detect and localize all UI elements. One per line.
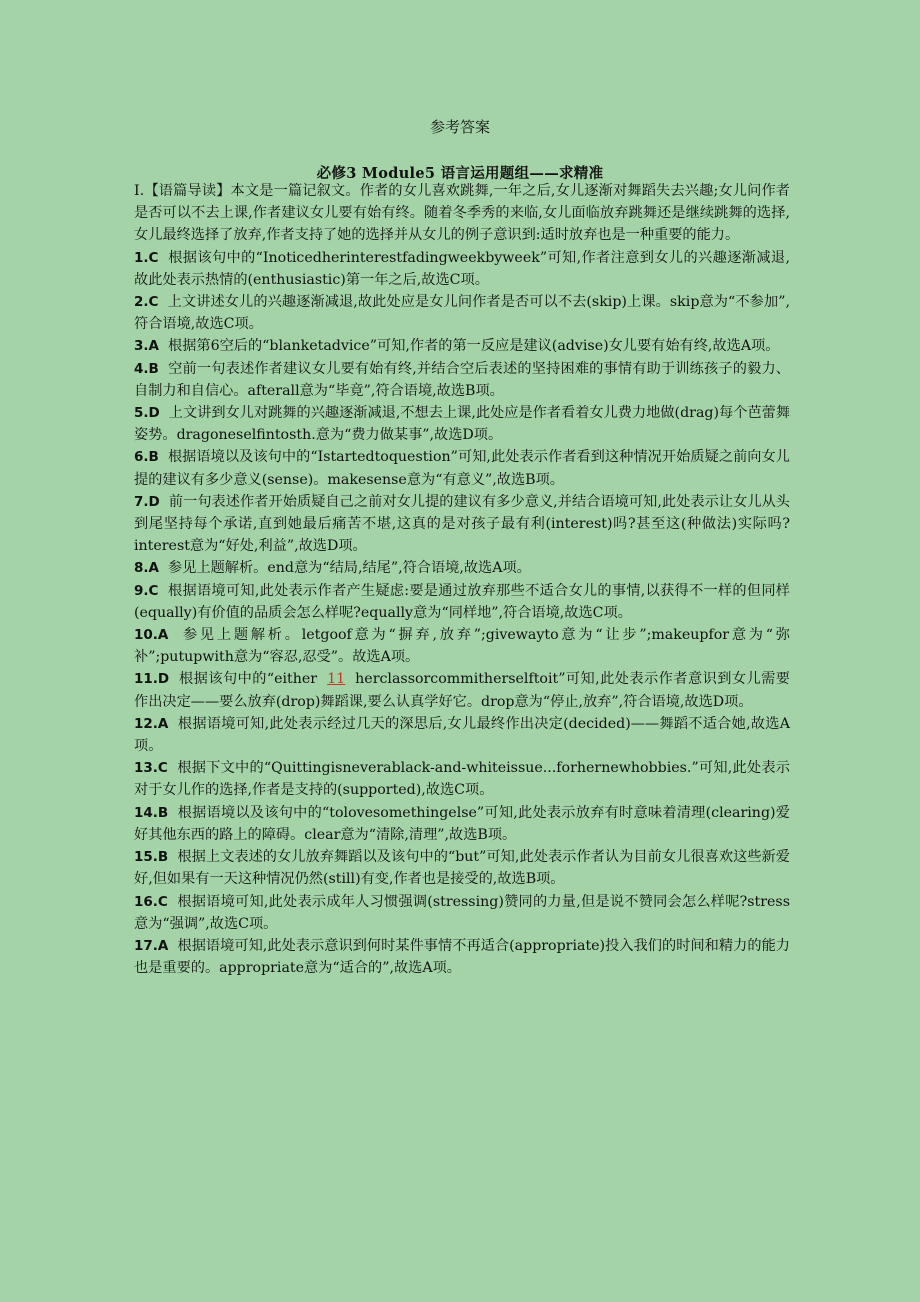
- answer-item: [134, 557, 790, 579]
- answer-item: [134, 757, 790, 801]
- answer-text: 参见上题解析。letgoof意为“摒弃,放弃”;givewayto意为“让步”;makeupfor意为“弥补”;putupwith意为“容忍,忍受”。故选A项。: [134, 627, 790, 666]
- answer-number: 12.A: [134, 715, 169, 732]
- answer-item: [134, 713, 790, 757]
- answer-number: 1.C: [134, 249, 159, 266]
- answer-item: [134, 668, 790, 712]
- intro-text: 本文是一篇记叙文。作者的女儿喜欢跳舞,一年之后,女儿逐渐对舞蹈失去兴趣;女儿问作者是否可以不去上课,作者建议女儿要有始有终。随着冬季秀的来临,女儿面临放弃跳舞还是继续跳舞的选择,女儿最终选择了放弃,作者支持了她的选择并从女儿的例子意识到:适时放弃也是一种重要的能力。: [134, 183, 790, 244]
- answer-text-post: herclassorcommitherselftoit”可知,此处表示作者意识到女儿需要作出决定——要么放弃(drop)舞蹈课,要么认真学好它。drop意为“停止,放弃”,符合语境,故选D项。: [134, 671, 790, 710]
- answer-number: 11.D: [134, 671, 170, 688]
- answer-text: 根据第6空后的“blanketadvice”可知,作者的第一反应是建议(advise)女儿要有始有终,故选A项。: [168, 338, 780, 355]
- answer-number: 16.C: [134, 893, 168, 910]
- answer-text: 根据该句中的“Inoticedherinterestfadingweekbyweek”可知,作者注意到女儿的兴趣逐渐减退,故此处表示热情的(enthusiastic)第一年之后,故选C项。: [134, 249, 790, 288]
- answer-text: 根据下文中的“Quittingisneverablack-and-whiteissue...forhernewhobbies.”可知,此处表示对于女儿作的选择,作者是支持的(supported),故选C项。: [134, 760, 790, 799]
- answer-text: 根据语境可知,此处表示经过几天的深思后,女儿最终作出决定(decided)——舞蹈不适合她,故选A项。: [134, 715, 790, 755]
- answer-number: 4.B: [134, 360, 159, 377]
- answer-number: 3.A: [134, 338, 159, 355]
- answer-item: [134, 291, 790, 335]
- answer-item: [134, 491, 790, 558]
- answer-number: 9.C: [134, 582, 159, 599]
- answer-text: 根据语境以及该句中的“tolovesomethingelse”可知,此处表示放弃有时意味着清理(clearing)爱好其他东西的路上的障碍。clear意为“清除,清理”,故选B项。: [134, 804, 790, 843]
- answer-item: [134, 891, 790, 935]
- answer-number: 6.B: [134, 449, 159, 466]
- answer-item: [134, 846, 790, 890]
- answer-body: [134, 180, 790, 979]
- answer-text-pre: 根据该句中的“either: [179, 671, 318, 688]
- answer-text: 根据上文表述的女儿放弃舞蹈以及该句中的“but”可知,此处表示作者认为目前女儿很喜欢这些新爱好,但如果有一天这种情况仍然(still)有变,作者也是接受的,故选B项。: [134, 849, 790, 888]
- answer-number: 10.A: [134, 627, 169, 644]
- answer-number: 14.B: [134, 804, 169, 821]
- answer-number: 13.C: [134, 760, 168, 777]
- answer-item: [134, 935, 790, 979]
- answer-number: 8.A: [134, 560, 159, 577]
- section-subtitle: 必修3 Module5 语言运用题组——求精准: [316, 165, 604, 182]
- answer-text: 根据语境可知,此处表示作者产生疑虑:要是通过放弃那些不适合女儿的事情,以获得不一样的但同样(equally)有价值的品质会怎么样呢?equally意为“同样地”,符合语境,故选C项。: [134, 582, 790, 621]
- answer-text: 空前一句表述作者建议女儿要有始有终,并结合空后表述的坚持困难的事情有助于训练孩子的毅力、自制力和自信心。afterall意为“毕竟”,符合语境,故选B项。: [134, 360, 790, 399]
- answer-text: 前一句表述作者开始质疑自己之前对女儿提的建议有多少意义,并结合语境可知,此处表示让女儿从头到尾坚持每个承诺,直到她最后痛苦不堪,这真的是对孩子最有利(interest)吗?甚至这(种做法)实际吗?interest意为“好处,利益”,故选D项。: [134, 493, 790, 555]
- answer-item: [134, 358, 790, 402]
- answer-text: 根据语境可知,此处表示成年人习惯强调(stressing)赞同的力量,但是说不赞同会怎么样呢?stress意为“强调”,故选C项。: [134, 893, 790, 932]
- answer-text: 根据语境可知,此处表示意识到何时某件事情不再适合(appropriate)投入我们的时间和精力的能力也是重要的。appropriate意为“适合的”,故选A项。: [134, 937, 790, 977]
- answer-item: [134, 446, 790, 490]
- answer-item: [134, 335, 790, 357]
- answer-number: 7.D: [134, 493, 160, 510]
- intro-paragraph: [134, 180, 790, 247]
- answer-item: [134, 247, 790, 291]
- answer-text: 参见上题解析。end意为“结局,结尾”,符合语境,故选A项。: [168, 560, 531, 577]
- answer-text: 上文讲述女儿的兴趣逐渐减退,故此处应是女儿问作者是否可以不去(skip)上课。skip意为“不参加”,符合语境,故选C项。: [134, 294, 791, 333]
- answer-number: 17.A: [134, 937, 169, 954]
- answer-item: [134, 402, 790, 446]
- answer-item: [134, 580, 790, 624]
- page-title: 参考答案: [429, 118, 490, 136]
- intro-label: Ⅰ.【语篇导读】: [134, 183, 231, 199]
- blank-number: 11: [327, 671, 346, 688]
- answer-text: 上文讲到女儿对跳舞的兴趣逐渐减退,不想去上课,此处应是作者看着女儿费力地做(drag)每个芭蕾舞姿势。dragoneselfintosth.意为“费力做某事”,故选D项。: [134, 405, 790, 444]
- answer-number: 2.C: [134, 294, 159, 311]
- answer-item: [134, 802, 790, 846]
- answer-number: 5.D: [134, 405, 160, 422]
- answer-text: 根据语境以及该句中的“Istartedtoquestion”可知,此处表示作者看到这种情况开始质疑之前向女儿提的建议有多少意义(sense)。makesense意为“有意义”,故选B项。: [134, 449, 790, 488]
- answer-number: 15.B: [134, 849, 169, 866]
- answer-item: [134, 624, 790, 668]
